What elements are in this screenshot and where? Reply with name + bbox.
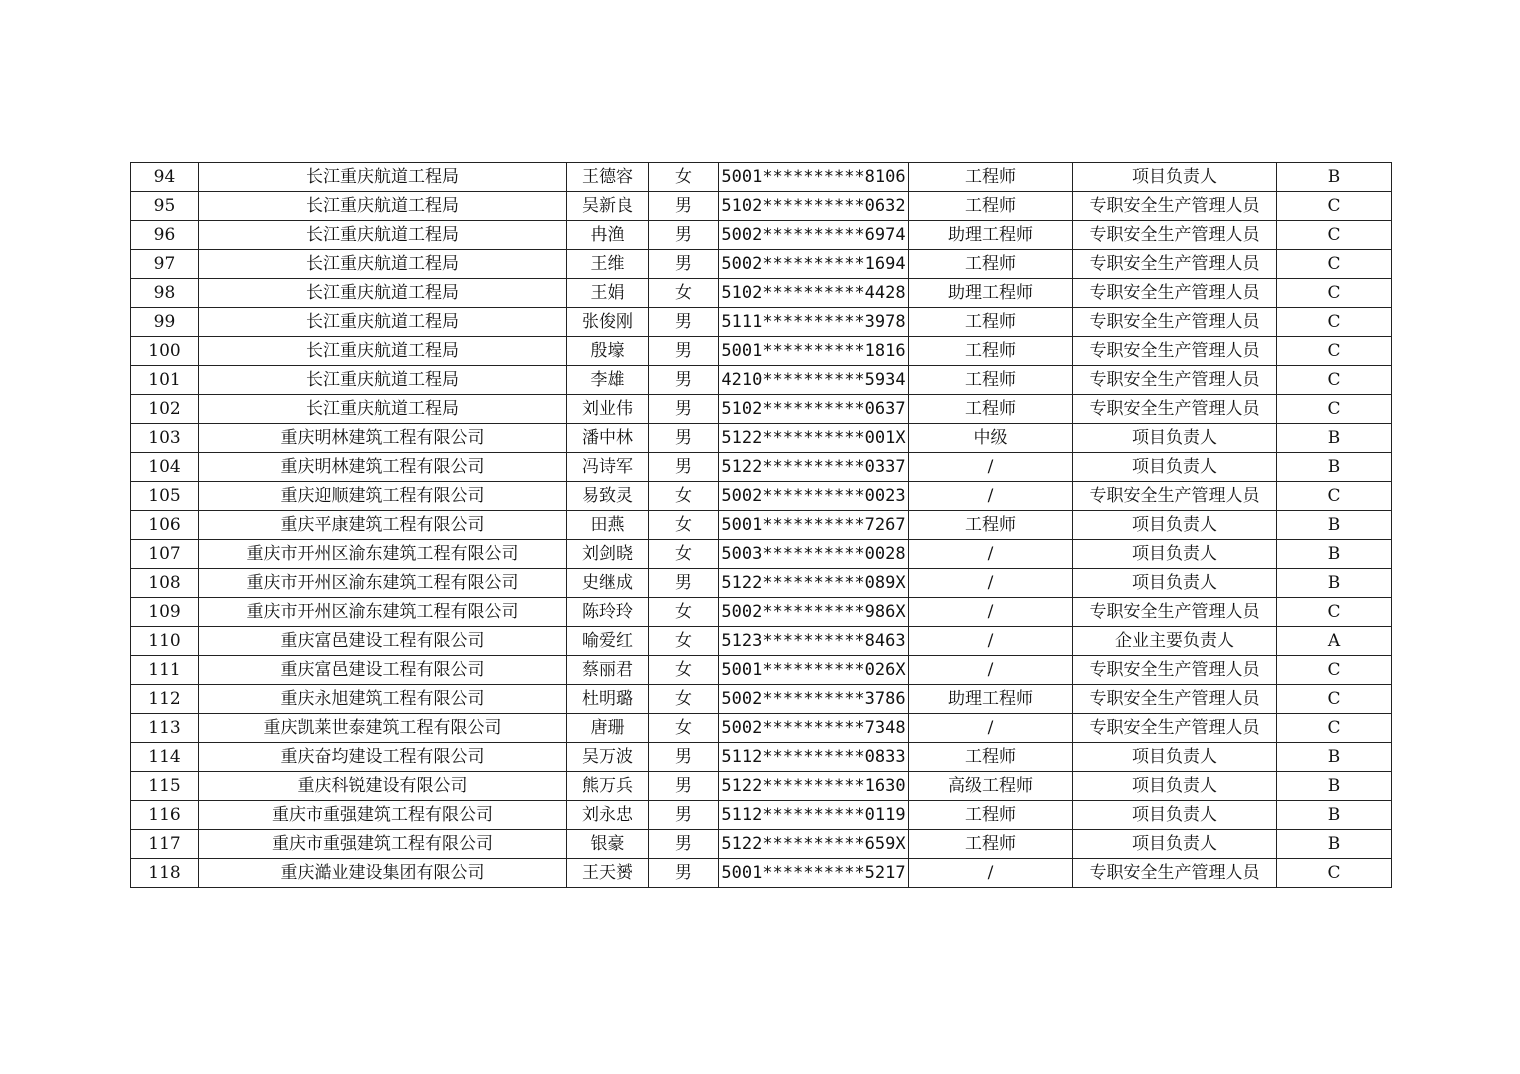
gender-cell: 女 — [649, 511, 719, 540]
position-cell: 项目负责人 — [1073, 830, 1277, 859]
professional-title-cell: 工程师 — [909, 511, 1073, 540]
name-cell: 吴新良 — [567, 192, 649, 221]
position-cell: 专职安全生产管理人员 — [1073, 685, 1277, 714]
table-row — [131, 569, 1392, 598]
table-row — [131, 685, 1392, 714]
id-number-cell: 5102**********0637 — [719, 395, 909, 424]
name-cell: 李雄 — [567, 366, 649, 395]
name-cell: 殷壕 — [567, 337, 649, 366]
name-cell: 冉渔 — [567, 221, 649, 250]
row-number-cell: 115 — [131, 772, 199, 801]
professional-title-cell: / — [909, 656, 1073, 685]
name-cell: 潘中林 — [567, 424, 649, 453]
row-number-cell: 108 — [131, 569, 199, 598]
name-cell: 吴万波 — [567, 743, 649, 772]
company-cell: 长江重庆航道工程局 — [199, 192, 567, 221]
gender-cell: 男 — [649, 743, 719, 772]
table-row — [131, 163, 1392, 192]
table-row — [131, 859, 1392, 888]
category-cell: B — [1277, 830, 1392, 859]
company-cell: 重庆明林建筑工程有限公司 — [199, 424, 567, 453]
company-cell: 长江重庆航道工程局 — [199, 250, 567, 279]
category-cell: B — [1277, 743, 1392, 772]
professional-title-cell: 工程师 — [909, 743, 1073, 772]
category-cell: C — [1277, 598, 1392, 627]
professional-title-cell: / — [909, 598, 1073, 627]
company-cell: 重庆凯莱世泰建筑工程有限公司 — [199, 714, 567, 743]
professional-title-cell: / — [909, 714, 1073, 743]
id-number-cell: 5001**********026X — [719, 656, 909, 685]
gender-cell: 男 — [649, 801, 719, 830]
position-cell: 项目负责人 — [1073, 772, 1277, 801]
position-cell: 专职安全生产管理人员 — [1073, 366, 1277, 395]
category-cell: C — [1277, 250, 1392, 279]
position-cell: 项目负责人 — [1073, 163, 1277, 192]
name-cell: 易致灵 — [567, 482, 649, 511]
name-cell: 唐珊 — [567, 714, 649, 743]
category-cell: C — [1277, 279, 1392, 308]
professional-title-cell: 工程师 — [909, 192, 1073, 221]
row-number-cell: 101 — [131, 366, 199, 395]
table-row — [131, 221, 1392, 250]
id-number-cell: 5001**********5217 — [719, 859, 909, 888]
professional-title-cell: 中级 — [909, 424, 1073, 453]
position-cell: 企业主要负责人 — [1073, 627, 1277, 656]
table-row — [131, 279, 1392, 308]
name-cell: 喻爱红 — [567, 627, 649, 656]
id-number-cell: 4210**********5934 — [719, 366, 909, 395]
table-row — [131, 308, 1392, 337]
table-row — [131, 482, 1392, 511]
company-cell: 重庆奋均建设工程有限公司 — [199, 743, 567, 772]
name-cell: 张俊刚 — [567, 308, 649, 337]
category-cell: B — [1277, 801, 1392, 830]
row-number-cell: 98 — [131, 279, 199, 308]
gender-cell: 女 — [649, 163, 719, 192]
category-cell: A — [1277, 627, 1392, 656]
professional-title-cell: 工程师 — [909, 308, 1073, 337]
row-number-cell: 109 — [131, 598, 199, 627]
row-number-cell: 118 — [131, 859, 199, 888]
table-row — [131, 714, 1392, 743]
position-cell: 项目负责人 — [1073, 540, 1277, 569]
professional-title-cell: 工程师 — [909, 830, 1073, 859]
row-number-cell: 100 — [131, 337, 199, 366]
id-number-cell: 5001**********1816 — [719, 337, 909, 366]
row-number-cell: 112 — [131, 685, 199, 714]
gender-cell: 女 — [649, 482, 719, 511]
category-cell: C — [1277, 656, 1392, 685]
position-cell: 项目负责人 — [1073, 743, 1277, 772]
id-number-cell: 5002**********7348 — [719, 714, 909, 743]
category-cell: C — [1277, 337, 1392, 366]
id-number-cell: 5122**********0337 — [719, 453, 909, 482]
professional-title-cell: 助理工程师 — [909, 685, 1073, 714]
id-number-cell: 5002**********0023 — [719, 482, 909, 511]
table-row — [131, 453, 1392, 482]
name-cell: 银豪 — [567, 830, 649, 859]
id-number-cell: 5002**********1694 — [719, 250, 909, 279]
table-row — [131, 511, 1392, 540]
table-row — [131, 656, 1392, 685]
position-cell: 专职安全生产管理人员 — [1073, 859, 1277, 888]
gender-cell: 男 — [649, 453, 719, 482]
position-cell: 专职安全生产管理人员 — [1073, 192, 1277, 221]
position-cell: 专职安全生产管理人员 — [1073, 714, 1277, 743]
name-cell: 刘永忠 — [567, 801, 649, 830]
name-cell: 王德容 — [567, 163, 649, 192]
table-row — [131, 743, 1392, 772]
gender-cell: 男 — [649, 250, 719, 279]
row-number-cell: 113 — [131, 714, 199, 743]
professional-title-cell: 工程师 — [909, 163, 1073, 192]
position-cell: 专职安全生产管理人员 — [1073, 221, 1277, 250]
company-cell: 重庆永旭建筑工程有限公司 — [199, 685, 567, 714]
table-row — [131, 540, 1392, 569]
category-cell: B — [1277, 772, 1392, 801]
gender-cell: 男 — [649, 424, 719, 453]
table-row — [131, 801, 1392, 830]
company-cell: 长江重庆航道工程局 — [199, 395, 567, 424]
position-cell: 专职安全生产管理人员 — [1073, 279, 1277, 308]
company-cell: 重庆市开州区渝东建筑工程有限公司 — [199, 540, 567, 569]
personnel-table — [130, 162, 1392, 888]
company-cell: 重庆市重强建筑工程有限公司 — [199, 830, 567, 859]
category-cell: C — [1277, 192, 1392, 221]
row-number-cell: 96 — [131, 221, 199, 250]
professional-title-cell: 工程师 — [909, 250, 1073, 279]
name-cell: 蔡丽君 — [567, 656, 649, 685]
table-row — [131, 250, 1392, 279]
id-number-cell: 5122**********089X — [719, 569, 909, 598]
name-cell: 冯诗军 — [567, 453, 649, 482]
position-cell: 项目负责人 — [1073, 801, 1277, 830]
id-number-cell: 5102**********4428 — [719, 279, 909, 308]
category-cell: C — [1277, 859, 1392, 888]
professional-title-cell: / — [909, 482, 1073, 511]
company-cell: 重庆平康建筑工程有限公司 — [199, 511, 567, 540]
gender-cell: 女 — [649, 279, 719, 308]
gender-cell: 男 — [649, 308, 719, 337]
category-cell: C — [1277, 308, 1392, 337]
id-number-cell: 5122**********001X — [719, 424, 909, 453]
id-number-cell: 5111**********3978 — [719, 308, 909, 337]
company-cell: 长江重庆航道工程局 — [199, 308, 567, 337]
row-number-cell: 102 — [131, 395, 199, 424]
row-number-cell: 117 — [131, 830, 199, 859]
gender-cell: 女 — [649, 598, 719, 627]
position-cell: 专职安全生产管理人员 — [1073, 395, 1277, 424]
row-number-cell: 103 — [131, 424, 199, 453]
row-number-cell: 105 — [131, 482, 199, 511]
row-number-cell: 99 — [131, 308, 199, 337]
row-number-cell: 110 — [131, 627, 199, 656]
gender-cell: 男 — [649, 366, 719, 395]
professional-title-cell: / — [909, 859, 1073, 888]
position-cell: 专职安全生产管理人员 — [1073, 598, 1277, 627]
professional-title-cell: / — [909, 453, 1073, 482]
gender-cell: 男 — [649, 569, 719, 598]
table-row — [131, 337, 1392, 366]
name-cell: 田燕 — [567, 511, 649, 540]
name-cell: 陈玲玲 — [567, 598, 649, 627]
gender-cell: 男 — [649, 395, 719, 424]
professional-title-cell: 工程师 — [909, 337, 1073, 366]
name-cell: 刘剑晓 — [567, 540, 649, 569]
name-cell: 熊万兵 — [567, 772, 649, 801]
id-number-cell: 5112**********0833 — [719, 743, 909, 772]
table-row — [131, 598, 1392, 627]
row-number-cell: 111 — [131, 656, 199, 685]
table-row — [131, 424, 1392, 453]
professional-title-cell: / — [909, 569, 1073, 598]
table-row — [131, 192, 1392, 221]
professional-title-cell: 工程师 — [909, 395, 1073, 424]
id-number-cell: 5001**********8106 — [719, 163, 909, 192]
id-number-cell: 5002**********986X — [719, 598, 909, 627]
position-cell: 项目负责人 — [1073, 511, 1277, 540]
category-cell: C — [1277, 221, 1392, 250]
category-cell: B — [1277, 511, 1392, 540]
row-number-cell: 107 — [131, 540, 199, 569]
id-number-cell: 5003**********0028 — [719, 540, 909, 569]
company-cell: 重庆迎顺建筑工程有限公司 — [199, 482, 567, 511]
professional-title-cell: / — [909, 627, 1073, 656]
gender-cell: 男 — [649, 859, 719, 888]
position-cell: 专职安全生产管理人员 — [1073, 656, 1277, 685]
position-cell: 专职安全生产管理人员 — [1073, 250, 1277, 279]
name-cell: 王天赟 — [567, 859, 649, 888]
row-number-cell: 104 — [131, 453, 199, 482]
professional-title-cell: 助理工程师 — [909, 221, 1073, 250]
position-cell: 专职安全生产管理人员 — [1073, 482, 1277, 511]
category-cell: C — [1277, 685, 1392, 714]
category-cell: C — [1277, 366, 1392, 395]
professional-title-cell: 工程师 — [909, 366, 1073, 395]
row-number-cell: 97 — [131, 250, 199, 279]
id-number-cell: 5001**********7267 — [719, 511, 909, 540]
table-row — [131, 627, 1392, 656]
name-cell: 王维 — [567, 250, 649, 279]
professional-title-cell: 助理工程师 — [909, 279, 1073, 308]
category-cell: C — [1277, 714, 1392, 743]
company-cell: 重庆澔业建设集团有限公司 — [199, 859, 567, 888]
company-cell: 重庆市重强建筑工程有限公司 — [199, 801, 567, 830]
company-cell: 长江重庆航道工程局 — [199, 163, 567, 192]
gender-cell: 男 — [649, 772, 719, 801]
professional-title-cell: 高级工程师 — [909, 772, 1073, 801]
table-row — [131, 395, 1392, 424]
position-cell: 项目负责人 — [1073, 424, 1277, 453]
name-cell: 杜明璐 — [567, 685, 649, 714]
category-cell: B — [1277, 453, 1392, 482]
gender-cell: 女 — [649, 714, 719, 743]
personnel-table-body — [131, 163, 1392, 888]
name-cell: 王娟 — [567, 279, 649, 308]
company-cell: 重庆市开州区渝东建筑工程有限公司 — [199, 569, 567, 598]
category-cell: C — [1277, 395, 1392, 424]
category-cell: C — [1277, 482, 1392, 511]
company-cell: 重庆富邑建设工程有限公司 — [199, 627, 567, 656]
company-cell: 重庆明林建筑工程有限公司 — [199, 453, 567, 482]
gender-cell: 女 — [649, 540, 719, 569]
company-cell: 重庆科锐建设有限公司 — [199, 772, 567, 801]
id-number-cell: 5002**********3786 — [719, 685, 909, 714]
table-row — [131, 830, 1392, 859]
table-row — [131, 366, 1392, 395]
id-number-cell: 5112**********0119 — [719, 801, 909, 830]
id-number-cell: 5122**********1630 — [719, 772, 909, 801]
id-number-cell: 5102**********0632 — [719, 192, 909, 221]
company-cell: 重庆市开州区渝东建筑工程有限公司 — [199, 598, 567, 627]
id-number-cell: 5123**********8463 — [719, 627, 909, 656]
id-number-cell: 5002**********6974 — [719, 221, 909, 250]
row-number-cell: 114 — [131, 743, 199, 772]
company-cell: 长江重庆航道工程局 — [199, 337, 567, 366]
position-cell: 专职安全生产管理人员 — [1073, 337, 1277, 366]
category-cell: B — [1277, 569, 1392, 598]
row-number-cell: 95 — [131, 192, 199, 221]
company-cell: 重庆富邑建设工程有限公司 — [199, 656, 567, 685]
company-cell: 长江重庆航道工程局 — [199, 221, 567, 250]
position-cell: 专职安全生产管理人员 — [1073, 308, 1277, 337]
professional-title-cell: / — [909, 540, 1073, 569]
gender-cell: 男 — [649, 337, 719, 366]
position-cell: 项目负责人 — [1073, 453, 1277, 482]
gender-cell: 女 — [649, 685, 719, 714]
gender-cell: 男 — [649, 830, 719, 859]
gender-cell: 女 — [649, 656, 719, 685]
name-cell: 刘业伟 — [567, 395, 649, 424]
row-number-cell: 116 — [131, 801, 199, 830]
category-cell: B — [1277, 424, 1392, 453]
gender-cell: 男 — [649, 221, 719, 250]
company-cell: 长江重庆航道工程局 — [199, 366, 567, 395]
id-number-cell: 5122**********659X — [719, 830, 909, 859]
category-cell: B — [1277, 540, 1392, 569]
gender-cell: 女 — [649, 627, 719, 656]
name-cell: 史继成 — [567, 569, 649, 598]
company-cell: 长江重庆航道工程局 — [199, 279, 567, 308]
row-number-cell: 94 — [131, 163, 199, 192]
position-cell: 项目负责人 — [1073, 569, 1277, 598]
gender-cell: 男 — [649, 192, 719, 221]
table-row — [131, 772, 1392, 801]
category-cell: B — [1277, 163, 1392, 192]
row-number-cell: 106 — [131, 511, 199, 540]
professional-title-cell: 工程师 — [909, 801, 1073, 830]
